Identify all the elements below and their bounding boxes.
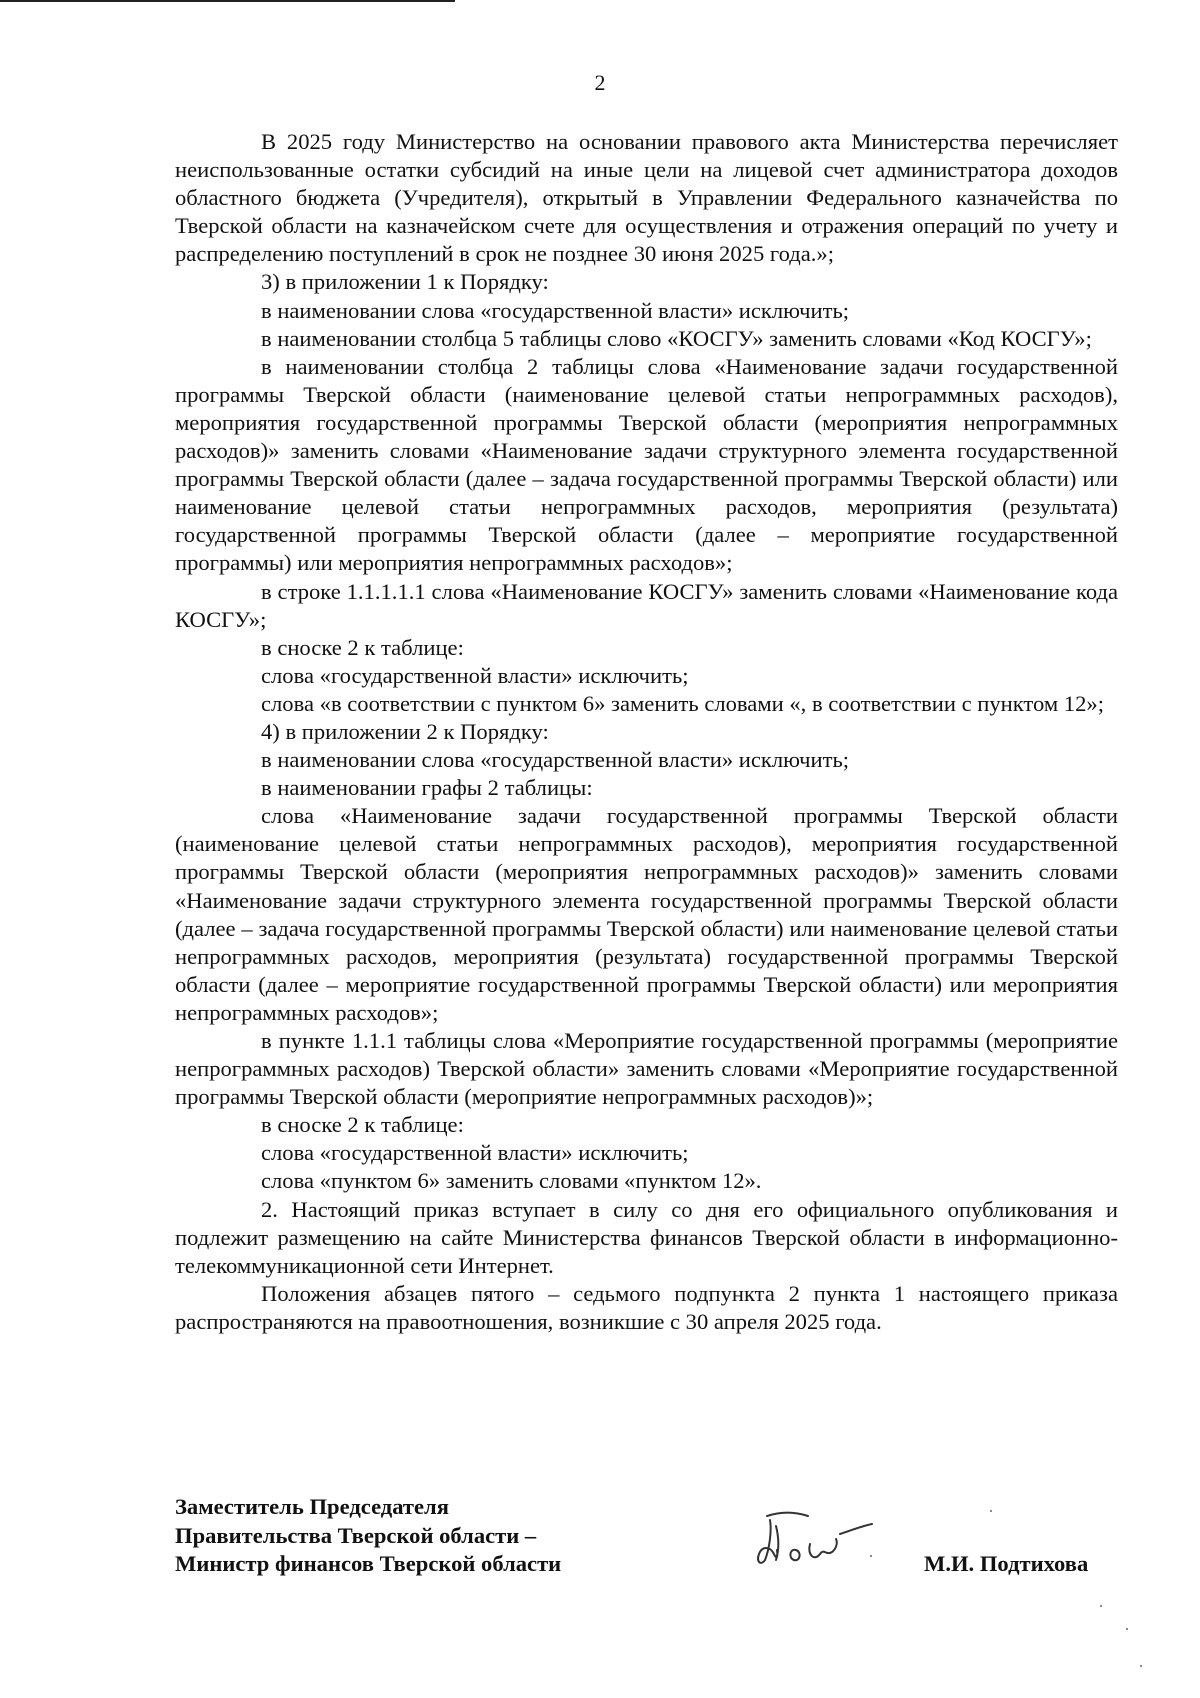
scan-speck — [1126, 1628, 1128, 1630]
paragraph-appendix-1-column-2: в наименовании столбца 2 таблицы слова «Наименование задачи государственной программы Тверской области (наименование целевой статьи непрограммных расходов), мероприятия государственной программы Тверской области (мероприятия непрограммных расходов)» заменить словами «Наименование задачи структурного элемента государственной программы Тверской области (далее – задача государственной программы Тверской области) или наименование целевой статьи непрограммных расходов, мероприятия (результата) государственной программы Тверской области (далее – мероприятие государственной программы) или мероприятия непрограммных расходов»; — [175, 353, 1118, 576]
paragraph-appendix-1-title-change: в наименовании слова «государственной власти» исключить; — [261, 297, 850, 323]
scan-speck — [990, 1510, 992, 1512]
paragraph-appendix-2-column-heading: в наименовании графы 2 таблицы: — [261, 775, 593, 801]
paragraph-appendix-2-column-2: слова «Наименование задачи государственной программы Тверской области (наименование целевой статьи непрограммных расходов), мероприятия государственной программы Тверской области (мероприятия непрограммных расходов)» заменить словами «Наименование задачи структурного элемента государственной программы Тверской области (далее – задача государственной программы Тверской области) или наименование целевой статьи непрограммных расходов, мероприятия (результата) государственной программы Тверской области (далее – мероприятие государственной программы Тверской области) или мероприятия непрограммных расходов»; — [175, 803, 1118, 1025]
paragraph-appendix-1-heading: 3) в приложении 1 к Порядку: — [261, 269, 549, 295]
paragraph-appendix-2-title-change: в наименовании слова «государственной власти» исключить; — [261, 747, 850, 773]
handwritten-signature-icon — [752, 1506, 877, 1570]
paragraph-appendix-2-heading: 4) в приложении 2 к Порядку: — [261, 718, 549, 744]
paragraph-treasury-transfer: В 2025 году Министерство на основании правового акта Министерства перечисляет неиспользованные остатки субсидий на иные цели на лицевой счет администратора доходов областного бюджета (Учредителя), открытый в Управлении Федерального казначейства по Тверской области на казначейском счете для осуществления и отражения операций по учету и распределению поступлений в срок не позднее 30 июня 2025 года.»; — [175, 129, 1118, 267]
signatory-title-line: Министр финансов Тверской области — [175, 1551, 562, 1576]
signatory-name: М.И. Подтихова — [924, 1551, 1089, 1576]
scan-speck — [1100, 1605, 1102, 1607]
paragraph-appendix-2-footnote-point: слова «пунктом 6» заменить словами «пунктом 12». — [261, 1168, 762, 1194]
paragraph-appendix-1-footnote-point: слова «в соответствии с пунктом 6» заменить словами «, в соответствии с пунктом 12»; — [261, 690, 1104, 716]
signatory-title-block — [175, 1493, 561, 1579]
scan-speck — [1140, 1665, 1142, 1667]
paragraph-appendix-1-column-5: в наименовании столбца 5 таблицы слово «КОСГУ» заменить словами «Код КОСГУ»; — [261, 325, 1092, 351]
signatory-title-line: Заместитель Председателя — [175, 1494, 449, 1519]
paragraph-appendix-1-footnote-heading: в сноске 2 к таблице: — [261, 634, 464, 660]
document-body — [175, 128, 1118, 1336]
page-number: 2 — [594, 70, 606, 95]
top-edge-rule — [0, 0, 455, 2]
scan-speck — [870, 1555, 872, 1557]
paragraph-appendix-1-row-change: в строке 1.1.1.1.1 слова «Наименование КОСГУ» заменить словами «Наименование кода КОСГУ»; — [175, 578, 1118, 632]
paragraph-appendix-2-point-change: в пункте 1.1.1 таблицы слова «Мероприятие государственной программы (мероприятие непрограммных расходов) Тверской области» заменить словами «Мероприятие государственной программы Тверской области (мероприятие непрограммных расходов)»; — [175, 1028, 1118, 1110]
paragraph-entry-into-force: 2. Настоящий приказ вступает в силу со дня его официального опубликования и подлежит размещению на сайте Министерства финансов Тверской области в информационно-телекоммуникационной сети Интернет. — [175, 1196, 1118, 1278]
paragraph-retroactive-provision: Положения абзацев пятого – седьмого подпункта 2 пункта 1 настоящего приказа распространяются на правоотношения, возникшие с 30 апреля 2025 года. — [175, 1280, 1118, 1334]
paragraph-appendix-2-footnote-words: слова «государственной власти» исключить; — [261, 1140, 689, 1166]
paragraph-appendix-1-footnote-words: слова «государственной власти» исключить; — [261, 662, 689, 688]
paragraph-appendix-2-footnote-heading: в сноске 2 к таблице: — [261, 1112, 464, 1138]
signatory-title-line: Правительства Тверской области – — [175, 1522, 537, 1548]
